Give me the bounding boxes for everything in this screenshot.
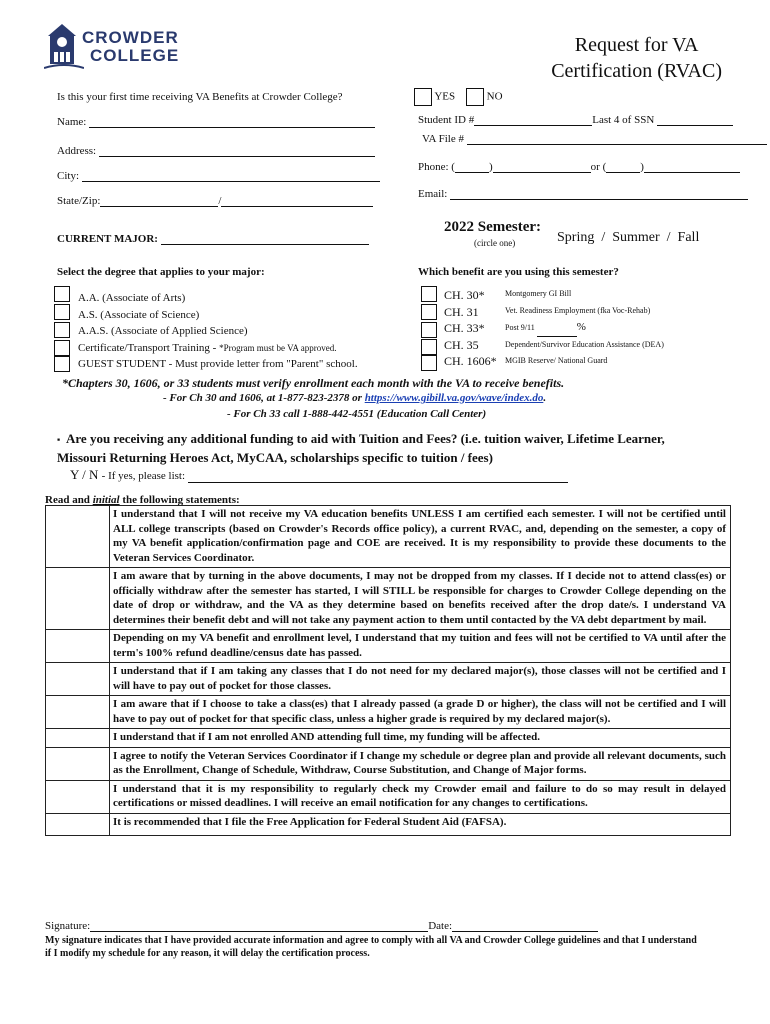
degree-checkbox-guest[interactable] xyxy=(54,356,70,372)
benefit-chapter-list xyxy=(444,287,497,370)
address-label: Address: xyxy=(57,145,97,157)
phone-number-line[interactable] xyxy=(493,161,591,173)
current-major-field xyxy=(57,233,369,245)
state-zip-separator: / xyxy=(218,195,222,207)
initial-box[interactable] xyxy=(46,696,110,729)
phone2-area-line[interactable] xyxy=(606,161,640,173)
student-id-input-line[interactable] xyxy=(474,114,592,126)
phone2-paren: ) xyxy=(640,161,644,173)
initial-box[interactable] xyxy=(46,729,110,748)
yes-label: YES xyxy=(434,90,456,103)
statement-text: I understand that I will not receive my VA education benefits UNLESS I am certified each semester. I will not be certified until ALL college transcripts (based on Crowder's Records office policy), a current RVAC, and, depending on the semester, a copy of my VA benefit application/confirmation page and COE are received. It is my responsibility to provide these documents to the Veteran Services Coordinator. xyxy=(110,506,731,568)
ssn-input-line[interactable] xyxy=(657,114,733,126)
current-major-label: CURRENT MAJOR: xyxy=(57,233,158,245)
state-zip-field xyxy=(57,195,373,207)
degree-item-aas: A.A.S. (Associate of Applied Science) xyxy=(78,325,248,337)
name-input-line[interactable] xyxy=(89,116,375,128)
email-input-line[interactable] xyxy=(450,188,748,200)
phone-paren: ) xyxy=(488,161,493,173)
statement-text: I am aware that if I choose to take a class(es) that I already passed (a grade D or higher), the class will not be certified and I will have to pay out of pocket for that specific class, unless a higher grade is required by my declared major(s). xyxy=(110,696,731,729)
va-file-label: VA File # xyxy=(422,133,464,145)
name-label: Name: xyxy=(57,116,87,128)
degree-heading: Select the degree that applies to your major: xyxy=(57,266,265,278)
va-file-input-line[interactable] xyxy=(467,133,767,145)
desc-ch33: Post 9/11 % xyxy=(505,319,664,337)
no-label: NO xyxy=(486,90,503,103)
degree-checkbox-certificate[interactable] xyxy=(54,340,70,356)
degree-item-guest: GUEST STUDENT - Must provide letter from "Parent" school. xyxy=(78,358,358,370)
degree-item-aa: A.A. (Associate of Arts) xyxy=(78,292,186,304)
yes-checkbox[interactable] xyxy=(414,88,432,106)
state-zip-label: State/Zip: xyxy=(57,195,101,207)
desc-ch30: Montgomery GI Bill xyxy=(505,289,572,298)
gibill-wave-link[interactable]: https://www.gibill.va.gov/wave/index.do xyxy=(364,392,544,404)
city-input-line[interactable] xyxy=(82,170,380,182)
phone-or: or ( xyxy=(590,161,607,173)
statement-text: I am aware that by turning in the above documents, I may not be dropped from my classes. If I decide not to attend class(es) or officially withdraw after the semester has started, I will STILL be responsible for charges to Crowder College depending on the date of drop or withdraw, and the VA as they determine based on benefits received after the drop date/s. I understand VA determines their benefit debt and will not take any payment action to them until contacted by the VA debt department by mail. xyxy=(110,568,731,630)
ssn-label: Last 4 of SSN xyxy=(592,114,655,126)
degree-list xyxy=(78,290,358,373)
post911-percent-line[interactable] xyxy=(537,328,577,337)
initial-box[interactable] xyxy=(46,813,110,835)
phone-field xyxy=(418,161,740,173)
statement-text: I understand that it is my responsibility to regularly check my Crowder email and failure to do so may result in delayed certifications or missed deadlines. I will receive an email notification for any changes to certifications. xyxy=(110,780,731,813)
degree-item-certificate: Certificate/Transport Training - *Program must be VA approved. xyxy=(78,341,337,354)
statement-text: It is recommended that I file the Free Application for Federal Student Aid (FAFSA). xyxy=(110,813,731,835)
phone-area-line[interactable] xyxy=(455,161,489,173)
current-major-input-line[interactable] xyxy=(161,233,369,245)
statement-row xyxy=(46,780,731,813)
statement-row xyxy=(46,696,731,729)
enrollment-note: *Chapters 30, 1606, or 33 students must verify enrollment each month with the VA to receive benefits. xyxy=(62,376,565,390)
degree-checkbox-aas[interactable] xyxy=(54,322,70,338)
signature-input-line[interactable] xyxy=(90,920,428,932)
funding-answer xyxy=(70,467,568,483)
benefit-heading: Which benefit are you using this semester? xyxy=(418,266,619,278)
city-field xyxy=(57,170,380,182)
bullet-icon: ▪ xyxy=(57,434,61,445)
logo-line2: COLLEGE xyxy=(90,46,180,65)
statement-text: Depending on my VA benefit and enrollment level, I understand that my tuition and fees will not be certified to VA until after the term's 100% refund deadline/census date has passed. xyxy=(110,630,731,663)
initial-box[interactable] xyxy=(46,630,110,663)
statement-row xyxy=(46,813,731,835)
benefit-checkbox-ch35[interactable] xyxy=(421,339,437,355)
desc-ch1606: MGIB Reserve/ National Guard xyxy=(505,356,608,365)
statement-text: I understand that if I am taking any classes that I do not need for my declared major(s), those classes will not be certified and I will have to pay out of pocket for those classes. xyxy=(110,663,731,696)
degree-checkbox-as[interactable] xyxy=(54,304,70,320)
chapter-30: CH. 30* xyxy=(444,288,485,302)
signature-disclaimer: My signature indicates that I have provided accurate information and agree to comply with all VA and Crowder College guidelines and that I understand if I modify my schedule for any reason, it will delay the certification process. xyxy=(45,935,697,959)
first-time-question: Is this your first time receiving VA Benefits at Crowder College? xyxy=(57,91,343,103)
statements-table xyxy=(45,505,731,836)
funding-list-label: - If yes, please list: xyxy=(101,470,186,482)
chapter-33: CH. 33* xyxy=(444,321,485,335)
logo-line1: CROWDER xyxy=(82,28,179,47)
email-field xyxy=(418,188,748,200)
statement-text: I understand that if I am not enrolled AND attending full time, my funding will be affected. xyxy=(110,729,731,748)
statement-row xyxy=(46,729,731,748)
ch30-note: - For Ch 30 and 1606, at 1-877-823-2378 or https://www.gibill.va.gov/wave/index.do. xyxy=(163,392,547,404)
statement-row xyxy=(46,663,731,696)
chapter-1606: CH. 1606* xyxy=(444,354,497,368)
form-title xyxy=(551,32,722,84)
desc-ch31: Vet. Readiness Employment (fka Voc-Rehab) xyxy=(505,305,651,315)
yn-options[interactable]: Y / N xyxy=(70,467,99,482)
crowder-college-logo xyxy=(44,22,194,70)
statement-row xyxy=(46,630,731,663)
statements-heading: Read and initial the following statements: xyxy=(45,494,240,506)
title-line1: Request for VA xyxy=(574,34,699,56)
date-input-line[interactable] xyxy=(452,920,598,932)
initial-box[interactable] xyxy=(46,663,110,696)
email-label: Email: xyxy=(418,188,448,200)
benefit-desc-list xyxy=(505,286,664,370)
statement-row xyxy=(46,747,731,780)
name-field xyxy=(57,116,375,128)
benefit-checkbox-ch30[interactable] xyxy=(421,286,437,302)
statement-row xyxy=(46,506,731,568)
degree-item-as: A.S. (Associate of Science) xyxy=(78,308,200,321)
cert-note: *Program must be VA approved. xyxy=(219,342,337,353)
statement-row xyxy=(46,568,731,630)
zip-input-line[interactable] xyxy=(221,195,373,207)
chapter-35: CH. 35 xyxy=(444,337,479,352)
signature-label: Signature: xyxy=(45,920,91,932)
signature-field xyxy=(45,920,598,932)
initial-box[interactable] xyxy=(46,747,110,780)
address-input-line[interactable] xyxy=(99,145,375,157)
benefit-checkbox-ch1606[interactable] xyxy=(421,355,437,371)
student-id-label: Student ID # xyxy=(418,114,475,126)
va-file-field xyxy=(422,133,767,145)
desc-ch35: Dependent/Survivor Education Assistance (DEA) xyxy=(505,339,664,349)
no-checkbox[interactable] xyxy=(466,88,484,106)
city-label: City: xyxy=(57,170,80,182)
chapter-31: CH. 31 xyxy=(444,304,479,319)
funding-question: ▪ Are you receiving any additional funding to aid with Tuition and Fees? (i.e. tuition waiver, Lifetime Learner, Missouri Returning Heroes Act, MyCAA, scholarships specific to tuition / fees) xyxy=(57,431,665,465)
initial-box[interactable] xyxy=(46,568,110,630)
statement-text: I agree to notify the Veteran Services Coordinator if I change my schedule or degree plan and provide all relevant documents, such as the Enrollment, Change of Schedule, Withdraw, Course Substitution, and Change of Major forms. xyxy=(110,747,731,780)
benefit-checkbox-ch31[interactable] xyxy=(421,304,437,320)
title-line2: Certification (RVAC) xyxy=(551,60,722,82)
semester-label: 2022 Semester: xyxy=(444,219,542,235)
funding-list-line[interactable] xyxy=(188,471,568,483)
phone2-number-line[interactable] xyxy=(644,161,740,173)
address-field xyxy=(57,145,375,157)
state-input-line[interactable] xyxy=(100,195,218,207)
first-time-options xyxy=(414,88,503,106)
semester-circle-note: (circle one) xyxy=(474,238,516,248)
ch33-note: - For Ch 33 call 1-888-442-4551 (Education Call Center) xyxy=(227,408,487,420)
degree-checkbox-aa[interactable] xyxy=(54,286,70,302)
benefit-checkbox-ch33[interactable] xyxy=(421,322,437,338)
initial-box[interactable] xyxy=(46,506,110,568)
date-label: Date: xyxy=(428,920,453,932)
semester-options[interactable]: Spring / Summer / Fall xyxy=(557,230,700,245)
student-id-field xyxy=(418,114,733,126)
percent-sign: % xyxy=(576,321,586,333)
initial-box[interactable] xyxy=(46,780,110,813)
phone-label: Phone: ( xyxy=(418,161,455,173)
clocktower-icon xyxy=(44,22,84,70)
